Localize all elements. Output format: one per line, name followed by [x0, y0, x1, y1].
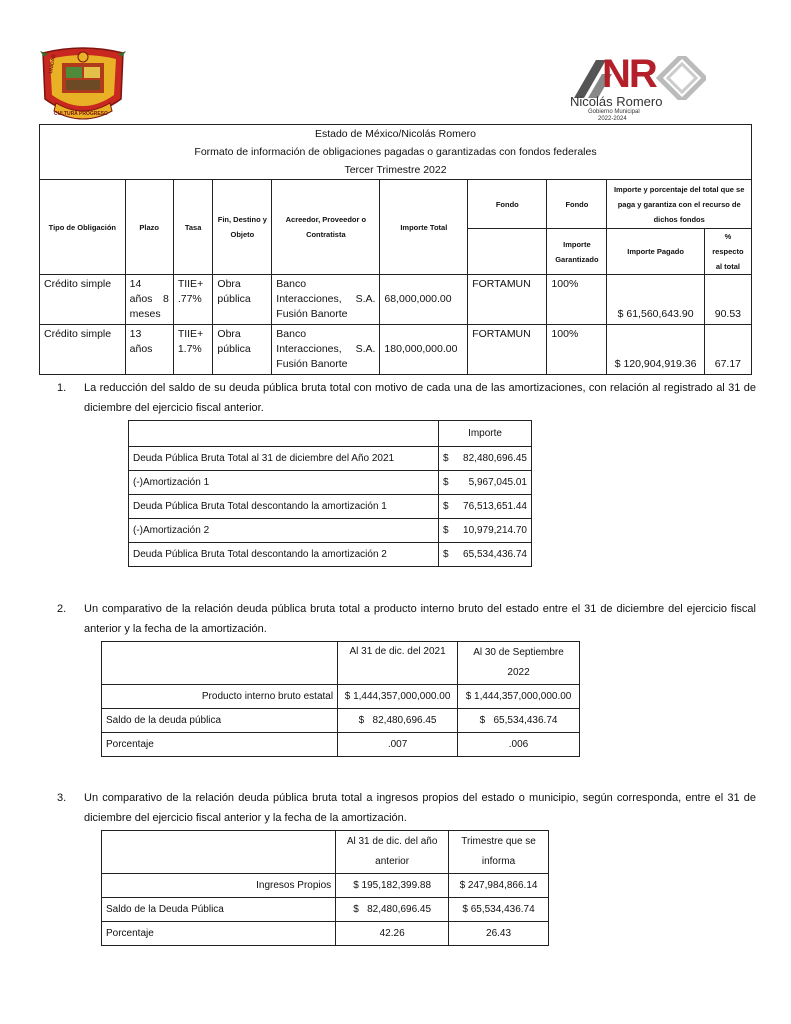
row1-plazo: 14 años 8 meses: [125, 275, 173, 325]
obligations-table: [39, 124, 752, 375]
section3-text: Un comparativo de la relación deuda pública bruta total a ingresos propios del estado o municipio, según corresponda, entre el 31 de diciembre del ejercicio fiscal anterior y la fecha de la amortización.: [84, 792, 756, 824]
section2-row-v1: $ 1,444,357,000,000.00: [338, 685, 458, 709]
header-fondo: Fondo: [468, 180, 547, 229]
section3-col2: Trimestre que se informa: [449, 831, 549, 874]
section1-row-amount: $ 82,480,696.45: [439, 447, 532, 471]
section3-row-label: Saldo de la Deuda Pública: [102, 898, 336, 922]
row2-garantizado: 100%: [547, 325, 607, 375]
logo-line2: 2022-2024: [598, 116, 627, 122]
section1-row-label: Deuda Pública Bruta Total descontando la amortización 1: [129, 495, 439, 519]
section2-text: Un comparativo de la relación deuda pública bruta total a producto interno bruto del estado entre el 31 de diciembre del ejercicio fiscal anterior y la fecha de la amortización.: [84, 603, 756, 635]
section2-row-v2: $ 1,444,357,000,000.00: [458, 685, 580, 709]
section2-row-v2: .006: [458, 733, 580, 757]
row1-tipo: Crédito simple: [40, 275, 126, 325]
table-row: [129, 519, 532, 543]
section1-row-label: (-)Amortización 2: [129, 519, 439, 543]
header-empty: [468, 229, 547, 275]
header-importe-porcentaje: Importe y porcentaje del total que se paga y garantiza con el recurso de dichos fondos: [607, 180, 752, 229]
section3-row-v2: $ 247,984,866.14: [449, 874, 549, 898]
section2-row-label: Saldo de la deuda pública: [102, 709, 338, 733]
row2-importe-total: 180,000,000.00: [380, 325, 468, 375]
table-row: [102, 922, 549, 946]
header-porcentaje-respecto: % respecto al total: [704, 229, 751, 275]
header-fin: Fin, Destino y Objeto: [213, 180, 272, 275]
section1-row-label: Deuda Pública Bruta Total al 31 de diciembre del Año 2021: [129, 447, 439, 471]
section3-table: [101, 830, 549, 946]
table-row: [102, 874, 549, 898]
section3-row-v1: $ 195,182,399.88: [336, 874, 449, 898]
section2-row-label: Porcentaje: [102, 733, 338, 757]
section2-row-v1: .007: [338, 733, 458, 757]
section1-row-label: (-)Amortización 1: [129, 471, 439, 495]
table-title-3: Tercer Trimestre 2022: [40, 161, 752, 180]
row2-pagado: $ 120,904,919.36: [607, 325, 704, 375]
section2-row-v1: $ 82,480,696.45: [338, 709, 458, 733]
section3-row-v2: 26.43: [449, 922, 549, 946]
logo-left-text-top: UNIDAD: [48, 53, 58, 75]
row2-porcentaje: 67.17: [704, 325, 751, 375]
section1-row-amount: $ 5,967,045.01: [439, 471, 532, 495]
section1-table: [128, 420, 532, 567]
header-tasa: Tasa: [173, 180, 213, 275]
section1-row-amount: $ 10,979,214.70: [439, 519, 532, 543]
table-row: [129, 543, 532, 567]
section1-row-label: Deuda Pública Bruta Total descontando la amortización 2: [129, 543, 439, 567]
section3-number: 3.: [57, 792, 67, 804]
row1-acreedor: Banco Interacciones, S.A. Fusión Banorte: [272, 275, 380, 325]
section3-row-v2: $ 65,534,436.74: [449, 898, 549, 922]
section3-row-v1: 42.26: [336, 922, 449, 946]
section3-row-v1: $ 82,480,696.45: [336, 898, 449, 922]
row2-tipo: Crédito simple: [40, 325, 126, 375]
section2-row-label: Producto interno bruto estatal: [102, 685, 338, 709]
logo-name: Nicolás Romero: [570, 94, 663, 109]
table-row: [129, 471, 532, 495]
table-title-2: Formato de información de obligaciones pagadas o garantizadas con fondos federales: [40, 143, 752, 161]
table-row: [102, 898, 549, 922]
row1-tasa: TIIE+ .77%: [173, 275, 213, 325]
table-row: [129, 495, 532, 519]
table-title-1: Estado de México/Nicolás Romero: [40, 125, 752, 144]
table-row: [102, 685, 580, 709]
section2-col1: Al 31 de dic. del 2021: [338, 642, 458, 685]
section1-row-amount: $ 65,534,436.74: [439, 543, 532, 567]
section1-number: 1.: [57, 382, 67, 394]
row1-fondo: FORTAMUN: [468, 275, 547, 325]
row2-fin: Obra pública: [213, 325, 272, 375]
header-fondo-2: Fondo: [547, 180, 607, 229]
row2-tasa: TIIE+ 1.7%: [173, 325, 213, 375]
header-acreedor: Acreedor, Proveedor o Contratista: [272, 180, 380, 275]
row1-garantizado: 100%: [547, 275, 607, 325]
table-row: [129, 447, 532, 471]
section2-col2: Al 30 de Septiembre 2022: [458, 642, 580, 685]
table-row: [102, 733, 580, 757]
row1-porcentaje: 90.53: [704, 275, 751, 325]
header-plazo: Plazo: [125, 180, 173, 275]
section1-text: La reducción del saldo de su deuda pública bruta total con motivo de cada una de las amortizaciones, con relación al registrado al 31 de diciembre del ejercicio fiscal anterior.: [84, 382, 756, 414]
header-importe-pagado: Importe Pagado: [607, 229, 704, 275]
section2-table: [101, 641, 580, 757]
section1-header-importe: Importe: [439, 421, 532, 447]
row1-fin: Obra pública: [213, 275, 272, 325]
section3-row-label: Ingresos Propios: [102, 874, 336, 898]
logo-left-text-bottom: CULTURA PROGRESO: [54, 111, 108, 117]
header-tipo: Tipo de Obligación: [40, 180, 126, 275]
table-row: [40, 325, 752, 375]
section3-row-label: Porcentaje: [102, 922, 336, 946]
row2-plazo: 13 años: [125, 325, 173, 375]
header-importe-garantizado: Importe Garantizado: [547, 229, 607, 275]
row1-importe-total: 68,000,000.00: [380, 275, 468, 325]
row1-pagado: $ 61,560,643.90: [607, 275, 704, 325]
logo-line1: Gobierno Municipal: [588, 109, 640, 115]
header-importe-total: Importe Total: [380, 180, 468, 275]
nicolas-romero-logo: [566, 52, 706, 124]
section1-row-amount: $ 76,513,651.44: [439, 495, 532, 519]
logo-nr-letters: NR: [602, 52, 656, 96]
section2-number: 2.: [57, 603, 67, 615]
table-row: [102, 709, 580, 733]
section3-col1: Al 31 de dic. del año anterior: [336, 831, 449, 874]
table-row: [40, 275, 752, 325]
section2-row-v2: $ 65,534,436.74: [458, 709, 580, 733]
row2-acreedor: Banco Interacciones, S.A. Fusión Banorte: [272, 325, 380, 375]
row2-fondo: FORTAMUN: [468, 325, 547, 375]
